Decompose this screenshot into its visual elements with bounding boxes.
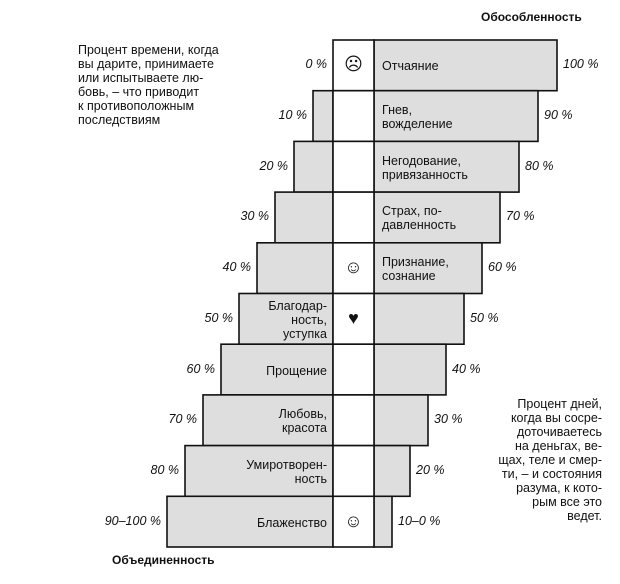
right-label: давленность <box>382 218 457 233</box>
right-percent: 60 % <box>488 260 517 275</box>
note-line: вы дарите, принимаете <box>78 57 214 71</box>
right-percent: 10–0 % <box>398 513 441 528</box>
left-percent: 40 % <box>222 260 251 275</box>
note-line: ведет. <box>567 509 602 523</box>
left-label: Блаженство <box>257 515 327 530</box>
left-label: Прощение <box>266 363 327 378</box>
left-bar <box>313 91 333 142</box>
note-line: доточиваетесь <box>516 425 602 439</box>
right-label: привязанность <box>382 167 468 182</box>
left-label: Благодар- <box>268 298 327 313</box>
right-bar <box>374 344 446 395</box>
right-percent: 30 % <box>434 412 463 427</box>
note-line: когда вы сосре- <box>510 411 602 425</box>
right-bar <box>374 395 428 446</box>
note-line: Процент времени, когда <box>78 43 219 57</box>
right-percent: 20 % <box>416 462 445 477</box>
left-percent: 60 % <box>186 361 215 376</box>
smile-face-icon: ☺ <box>344 510 363 531</box>
left-label: красота <box>282 421 327 436</box>
right-percent: 40 % <box>452 361 481 376</box>
right-label: сознание <box>382 269 436 284</box>
right-label: Страх, по- <box>382 204 442 219</box>
center-cell <box>333 141 374 192</box>
right-percent: 80 % <box>525 158 554 173</box>
left-bar <box>294 141 333 192</box>
left-label: Умиротворен- <box>246 457 327 472</box>
note-line: ти, – и состояния <box>501 467 602 481</box>
left-percent: 70 % <box>168 412 197 427</box>
right-label: Негодование, <box>382 153 461 168</box>
left-percent: 30 % <box>240 209 269 224</box>
title-top: Обособленность <box>481 10 582 24</box>
smile-face-icon: ☺ <box>344 257 363 278</box>
note-line: на деньгах, ве- <box>514 439 602 453</box>
right-percent: 70 % <box>506 209 535 224</box>
note-line: к противоположным <box>78 99 195 113</box>
right-bar <box>374 294 464 345</box>
left-percent: 0 % <box>305 57 327 72</box>
left-percent: 90–100 % <box>104 513 161 528</box>
note-line: последствиям <box>78 113 161 127</box>
right-bar <box>374 446 410 497</box>
left-percent: 80 % <box>150 462 179 477</box>
right-label: Отчаяние <box>382 59 439 74</box>
left-bar <box>257 243 333 294</box>
note-line: Процент дней, <box>517 397 602 411</box>
note-line: или испытываете лю- <box>78 71 204 85</box>
right-label: Гнев, <box>382 103 413 118</box>
right-label: вожделение <box>382 117 453 132</box>
center-cell <box>333 91 374 142</box>
title-bottom: Объединенность <box>112 553 215 567</box>
center-cell <box>333 344 374 395</box>
right-percent: 90 % <box>544 108 573 123</box>
left-percent: 50 % <box>204 310 233 325</box>
left-label: ность <box>294 471 327 486</box>
right-label: Признание, <box>382 255 449 270</box>
note-line: щах, теле и смер- <box>498 453 602 467</box>
center-cell <box>333 395 374 446</box>
right-percent: 100 % <box>563 57 599 72</box>
center-cell <box>333 446 374 497</box>
center-cell <box>333 192 374 243</box>
left-label: уступка <box>283 326 327 341</box>
note-right <box>480 397 602 523</box>
heart-icon: ♥ <box>348 307 359 328</box>
left-percent: 20 % <box>259 158 288 173</box>
left-bar <box>275 192 333 243</box>
note-line: разума, к кото- <box>516 481 602 495</box>
left-label: ность, <box>291 312 327 327</box>
left-label: Любовь, <box>278 407 327 422</box>
note-line: бовь, – что приводит <box>78 85 200 99</box>
sad-face-icon: ☹ <box>344 54 363 75</box>
right-percent: 50 % <box>470 310 499 325</box>
note-line: рым все это <box>532 495 602 509</box>
right-bar <box>374 496 392 547</box>
left-percent: 10 % <box>278 108 307 123</box>
